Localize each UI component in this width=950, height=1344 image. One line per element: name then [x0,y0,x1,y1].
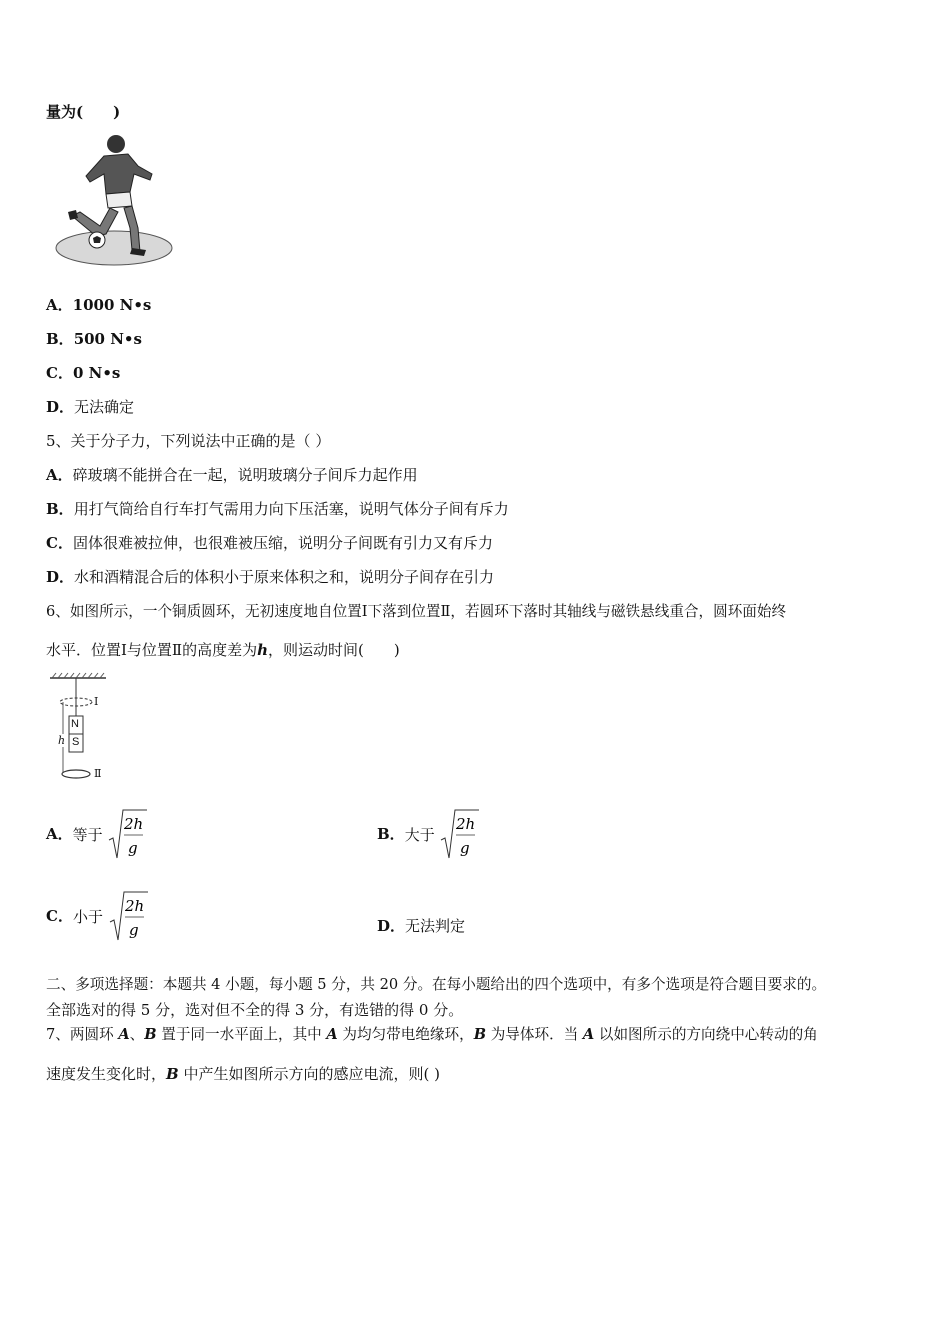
soccer-player-figure [46,130,174,270]
q4-option-b: B．500 N•s [46,330,142,348]
section2-header-line2: 全部选对的得 5 分，选对但不全的得 3 分，有选错的得 0 分。 [46,1001,464,1019]
q5-option-d: D．水和酒精混合后的体积小于原来体积之和，说明分子间存在引力 [46,568,495,586]
option-text: 小于 [72,908,103,926]
q6-option-b [377,808,479,862]
option-text: 等于 [72,826,103,844]
q6-option-a [46,808,147,862]
q4-option-d: D．无法确定 [46,398,135,416]
q5-option-b: B．用打气筒给自行车打气需用力向下压活塞，说明气体分子间有斥力 [46,500,509,518]
sqrt-formula [107,808,147,862]
option-letter: C． [46,907,73,925]
option-letter: B． [377,825,405,843]
formula-denominator: g [128,839,139,857]
formula-numerator: 2h [124,815,144,833]
figure-label-h: h [58,734,66,747]
magnet-ring-figure [46,672,116,788]
q7-stem-line1: 7、两圆环 A、B 置于同一水平面上，其中 A 为均匀带电绝缘环，B 为导体环．当 A 以如图所示的方向绕中心转动的角 [46,1026,818,1043]
q5-option-c: C．固体很难被拉伸，也很难被压缩，说明分子间既有引力又有斥力 [46,534,493,552]
option-text: 无法判定 [405,917,466,935]
sqrt-formula [108,890,148,944]
formula-denominator: g [460,839,471,857]
q5-stem: 5、关于分子力，下列说法中正确的是（ ） [46,432,331,450]
q4-option-c: C．0 N•s [46,364,121,382]
option-letter: A． [46,825,73,843]
option-text: 大于 [404,826,435,844]
q4-option-a: A．1000 N•s [46,296,152,314]
q6-option-d [377,916,465,936]
figure-label-i: Ⅰ [94,695,99,708]
section2-header-line1: 二、多项选择题：本题共 4 小题，每小题 5 分，共 20 分。在每小题给出的四个选项中，有多个选项是符合题目要求的。 [46,976,827,993]
q6-option-c [46,890,148,944]
formula-denominator: g [128,921,139,939]
q5-option-a: A．碎玻璃不能拼合在一起，说明玻璃分子间斥力起作用 [46,466,418,484]
option-letter: D． [377,917,406,935]
formula-numerator: 2h [456,815,476,833]
q6-stem-line1: 6、如图所示，一个铜质圆环，无初速度地自位置Ⅰ下落到位置Ⅱ，若圆环下落时其轴线与磁铁悬线重合，圆环面始终 [46,603,787,620]
q6-stem-line2: 水平．位置Ⅰ与位置Ⅱ的高度差为h，则运动时间( ) [46,641,400,659]
figure-label-s: S [72,736,80,748]
figure-label-ii: Ⅱ [94,767,102,780]
sqrt-formula [439,808,479,862]
formula-numerator: 2h [124,897,144,915]
figure-label-n: N [71,718,79,730]
q4-stem-tail: 量为( ) [46,103,121,121]
q7-stem-line2: 速度发生变化时，B 中产生如图所示方向的感应电流，则( ) [46,1065,440,1083]
